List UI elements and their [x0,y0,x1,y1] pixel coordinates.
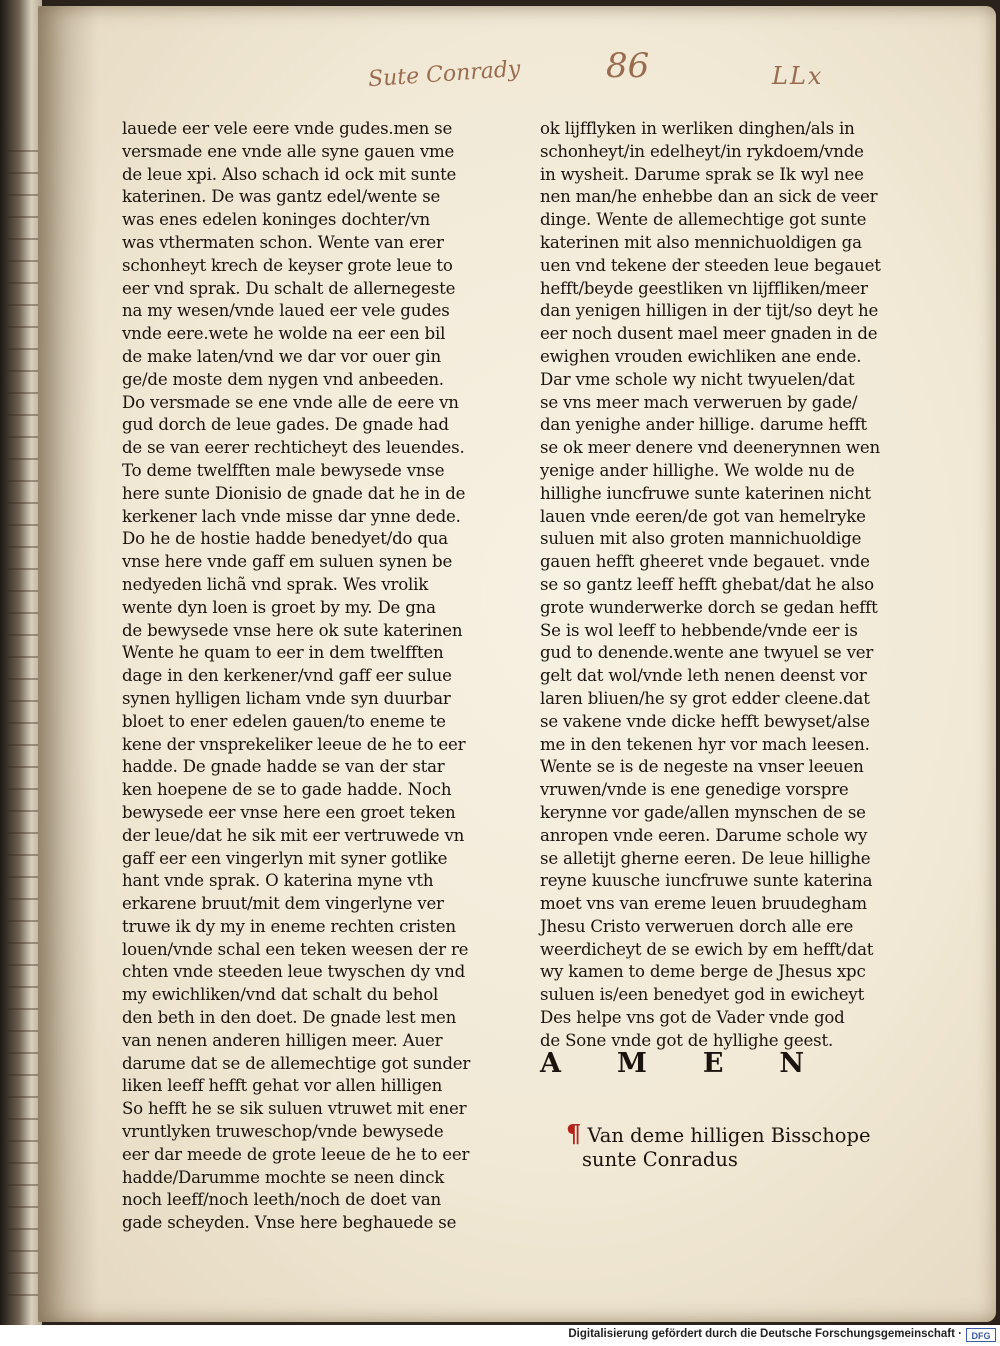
text-line: moet vns van ereme leuen bruudegham [540,894,867,914]
text-line: dage in den kerkener/vnd gaff eer sulue [122,666,452,686]
text-line: So hefft he se sik suluen vtruwet mit ener [122,1099,467,1119]
text-line: liken leeff hefft gehat vor allen hilligen [122,1076,443,1096]
next-chapter-heading [566,1119,871,1172]
text-line: noch leeff/noch leeth/noch de doet van [122,1190,441,1210]
text-line: eer dar meede de grote leeue de he to eer [122,1144,470,1164]
text-line: dan yenigen hilligen in der tijt/so deyt he [540,301,879,321]
text-line: nedyeden lichã vnd sprak. Wes vrolik [122,574,429,594]
text-line: gaff eer een vingerlyn mit syner gotlike [122,848,448,868]
text-line: was vthermaten schon. Wente van erer [122,232,444,252]
text-line: suluen mit also groten mannichuoldige [540,529,862,549]
text-line: lauede eer vele eere vnde gudes.men se [122,119,453,138]
text-line: anropen vnde eeren. Darume schole wy [540,825,868,845]
text-line: bloet to ener edelen gauen/to eneme te [122,711,446,731]
text-line: gade scheyden. Vnse here beghauede se [122,1213,457,1233]
text-line: vnde eere.wete he wolde na eer een bil [122,324,446,344]
text-line: To deme twelfften male bewysede vnse [122,460,445,480]
text-line: hillighe iuncfruwe sunte katerinen nicht [540,483,871,503]
text-line: vruntlyken truweschop/vnde bewysede [122,1122,444,1142]
previous-page-text-fragments [8,150,38,1300]
text-line: gud to denende.wente ane twyuel se ver [540,643,874,663]
text-line: dinge. Wente de allemechtige got sunte [540,210,867,230]
text-line: synen hylligen licham vnde syn duurbar [122,688,451,708]
text-line: darume dat se de allemechtige got sunder [122,1053,471,1073]
left-text-column [122,118,472,1235]
text-line: gauen hefft gheeret vnde begauet. vnde [540,552,870,572]
handwritten-page-number: 86 [606,46,650,86]
text-line: here sunte Dionisio de gnade dat he in de [122,483,466,503]
text-line: eer noch dusent mael meer gnaden in de [540,324,878,344]
text-line: se vns meer mach verweruen by gade/ [540,392,858,412]
text-line: van nenen anderen hilligen meer. Auer [122,1030,443,1050]
text-line: se alletijt gherne eeren. De leue hillighe [540,848,871,868]
text-line: in wysheit. Darume sprak se Ik wyl nee [540,164,864,184]
text-line: me in den tekenen hyr vor mach leesen. [540,734,870,754]
text-line: Wente se is de negeste na vnser leeuen [540,757,864,777]
text-line: de leue xpi. Also schach id ock mit sunte [122,164,457,184]
text-line: de Sone vnde got de hyllighe geest. [540,1030,834,1050]
text-line: eer vnd sprak. Du schalt de allernegeste [122,278,456,298]
previous-page-edge [0,0,42,1325]
gutter-shadow [38,6,98,1322]
text-line: hadde. De gnade hadde se van der star [122,757,445,777]
text-line: nen man/he enhebbe dan an sick de veer [540,187,878,207]
text-line: versmade ene vnde alle syne gauen vme [122,141,455,161]
funding-credit: Digitalisierung gefördert durch die Deutsche Forschungsgemeinschaft · [568,1328,962,1340]
text-line: ken hoepene de se to gade hadde. Noch [122,780,452,800]
text-line: Wente he quam to eer in dem twelfften [122,643,444,663]
text-line: hefft/beyde geestliken vn lijffliken/meer [540,278,868,298]
heading-line-2: sunte Conradus [582,1148,738,1171]
text-line: uen vnd tekene der steeden leue begauet [540,255,881,275]
text-line: de make laten/vnd we dar vor ouer gin [122,346,441,366]
text-line: kene der vnsprekeliker leeue de he to eer [122,734,466,754]
text-line: hant vnde sprak. O katerina myne vth [122,871,434,891]
text-line: se ok meer denere vnd deenerynnen wen [540,438,880,458]
text-line: schonheyt krech de keyser grote leue to [122,255,453,275]
text-line: se vakene vnde dicke hefft bewyset/alse [540,711,870,731]
amen-line: AMEN [540,1048,861,1079]
text-line: gud dorch de leue gades. De gnade had [122,415,449,435]
text-line: grote wunderwerke dorch se gedan hefft [540,597,878,617]
text-line: chten vnde steeden leue twyschen dy vnd [122,962,466,982]
text-line: my ewichliken/vnd dat schalt du behol [122,985,439,1005]
text-line: vnse here vnde gaff em suluen synen be [122,552,453,572]
text-line: dan yenighe ander hillige. darume hefft [540,415,867,435]
text-line: Des helpe vns got de Vader vnde god [540,1008,845,1028]
text-line: kerkener lach vnde misse dar ynne dede. [122,506,461,526]
text-line: kerynne vor gade/allen mynschen de se [540,802,866,822]
heading-line-1: Van deme hilligen Bisschope [587,1124,871,1147]
text-line: erkarene bruut/mit dem vingerlyne ver [122,894,444,914]
text-line: wy kamen to deme berge de Jhesus xpc [540,962,866,982]
text-line: laren bliuen/he sy grot edder cleene.dat [540,688,870,708]
text-line: Dar vme schole wy nicht twyuelen/dat [540,369,855,389]
text-line: vruwen/vnde is ene genedige vorspre [540,780,849,800]
text-line: weerdicheyt de se ewich by em hefft/dat [540,939,874,959]
text-line: bewysede eer vnse here een groet teken [122,802,456,822]
right-text-column [540,118,890,1053]
text-line: ok lijfflyken in werliken dinghen/als in [540,119,855,138]
text-line: Jhesu Cristo verweruen dorch alle ere [540,916,854,936]
text-line: den beth in den doet. De gnade lest men [122,1008,457,1028]
text-line: reyne kuusche iuncfruwe sunte katerina [540,871,873,891]
text-line: yenige ander hillighe. We wolde nu de [540,460,855,480]
footer-bar [0,1325,1000,1346]
text-line: se so gantz leeff hefft ghebat/dat he also [540,574,874,594]
text-line: gelt dat wol/vnde leth nenen deenst vor [540,666,867,686]
text-line: katerinen mit also mennichuoldigen ga [540,232,862,252]
text-line: Do versmade se ene vnde alle de eere vn [122,392,459,412]
text-line: schonheyt/in edelheyt/in rykdoem/vnde [540,141,864,161]
roman-folio-number: LLx [772,62,824,90]
text-line: Se is wol leeff to hebbende/vnde eer is [540,620,858,640]
text-line: wente dyn loen is groet by my. De gna [122,597,436,617]
text-line: de bewysede vnse here ok sute katerinen [122,620,463,640]
text-line: lauen vnde eeren/de got van hemelryke [540,506,866,526]
text-line: de se van eerer rechticheyt des leuendes. [122,438,465,458]
text-line: hadde/Darumme mochte se neen dinck [122,1167,445,1187]
text-line: ge/de moste dem nygen vnd anbeeden. [122,369,444,389]
text-line: ewighen vrouden ewichliken ane ende. [540,346,862,366]
handwritten-title-annotation: Sute Conrady [367,56,522,93]
text-line: truwe ik dy my in eneme rechten cristen [122,916,456,936]
text-line: suluen is/een benedyet god in ewicheyt [540,985,865,1005]
text-line: na my wesen/vnde laued eer vele gudes [122,301,450,321]
text-line: was enes edelen koninges dochter/vn [122,210,430,230]
dfg-logo: DFG [966,1328,996,1342]
text-line: katerinen. De was gantz edel/wente se [122,187,441,207]
pilcrow-mark: ¶ [566,1119,582,1148]
text-line: der leue/dat he sik mit eer vertruwede vn [122,825,465,845]
text-line: Do he de hostie hadde benedyet/do qua [122,529,448,549]
text-line: louen/vnde schal een teken weesen der re [122,939,469,959]
